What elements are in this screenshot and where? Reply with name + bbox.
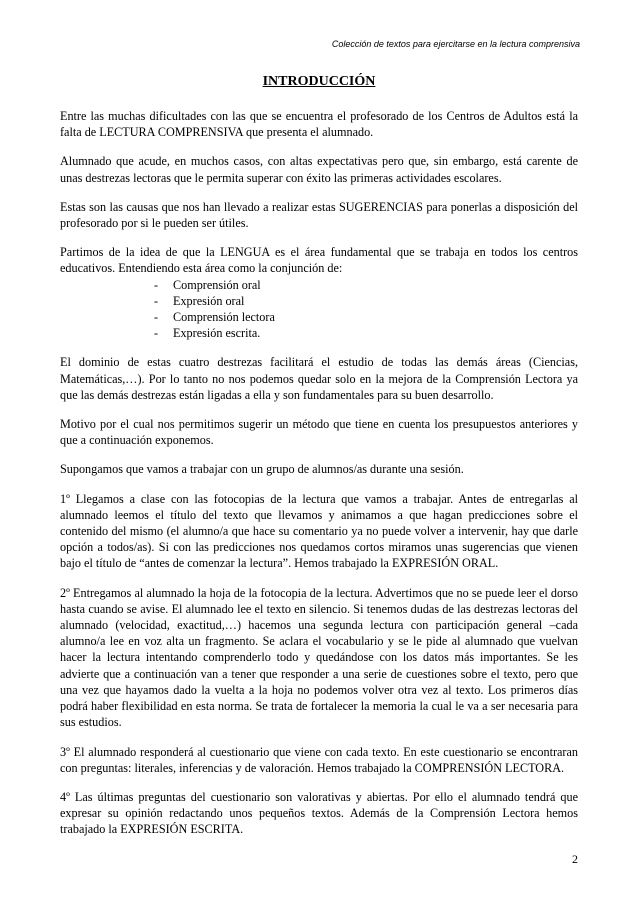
document-body — [60, 108, 578, 851]
page-number: 2 — [572, 852, 578, 866]
list-item-text: Expresión oral — [173, 293, 245, 308]
list-item-text: Expresión escrita. — [173, 326, 261, 341]
list-item — [60, 293, 578, 309]
list-item — [60, 309, 578, 325]
list-item-text: Comprensión lectora — [173, 310, 275, 325]
paragraph-3: Estas son las causas que nos han llevado a realizar estas SUGERENCIAS para ponerlas a disposición del profesorado por si le pueden ser útiles. — [60, 199, 578, 231]
paragraph-11: 4º Las últimas preguntas del cuestionario son valorativas y abiertas. Por ello el alumnado tendrá que expresar su opinión redactando unos pequeños textos. Además de la Comprensión Lectora hemos trabajado la EXPRESIÓN ESCRITA. — [60, 789, 578, 837]
running-header: Colección de textos para ejercitarse en la lectura comprensiva — [331, 39, 580, 49]
paragraph-2: Alumnado que acude, en muchos casos, con altas expectativas pero que, sin embargo, está carente de unas destrezas lectoras que le permita superar con éxito las primeras actividades escolares. — [60, 154, 578, 185]
list-item — [60, 325, 578, 341]
list-bullet: - — [154, 293, 159, 308]
paragraph-1: Entre las muchas dificultades con las que se encuentra el profesorado de los Centros de Adultos está la falta de LECTURA COMPRENSIVA que presenta el alumnado. — [60, 109, 578, 140]
list-bullet: - — [154, 310, 159, 325]
list-bullet: - — [154, 326, 159, 341]
paragraph-6: Motivo por el cual nos permitimos sugerir un método que tiene en cuenta los presupuestos anteriores y que a continuación exponemos. — [60, 417, 578, 448]
paragraph-8: 1º Llegamos a clase con las fotocopias de la lectura que vamos a trabajar. Antes de entregarlas al alumnado leemos el título del texto que llevamos y animamos a que hagan predicciones sobre el contenido del mismo (el alumno/a que hace su comentario ya no puede volver a intervenir, hay que darle opción a todos/as). Si con las predicciones nos quedamos cortos miramos unas sugerencias que vienen bajo el título de “antes de comenzar la lectura”. Hemos trabajado la EXPRESIÓN ORAL. — [60, 491, 578, 571]
list-item-text: Comprensión oral — [173, 277, 261, 292]
paragraph-5: El dominio de estas cuatro destrezas facilitará el estudio de todas las demás áreas (Ciencias, Matemáticas,…). Por lo tanto no nos podemos quedar solo en la mejora de la Comprensión Lectora ya que las demás destrezas están ligadas a ella y son fundamentales para su buen desarrollo. — [60, 355, 578, 402]
list-bullet: - — [154, 277, 159, 292]
page-title: INTRODUCCIÓN — [262, 74, 376, 89]
skills-list — [60, 277, 578, 342]
paragraph-7: Supongamos que vamos a trabajar con un grupo de alumnos/as durante una sesión. — [60, 462, 464, 477]
paragraph-10: 3º El alumnado responderá al cuestionario que viene con cada texto. En este cuestionario se encontraran con preguntas: literales, inferencias y de valoración. Hemos trabajado la COMPRENSIÓN LECTORA. — [60, 744, 578, 775]
paragraph-4: Partimos de la idea de que la LENGUA es el área fundamental que se trabaja en todos los centros educativos. Entendiendo esta área como la conjunción de: — [60, 245, 578, 276]
list-item — [60, 277, 578, 293]
paragraph-9: 2º Entregamos al alumnado la hoja de la fotocopia de la lectura. Advertimos que no se puede leer el dorso hasta cuando se avise. El alumnado lee el texto en silencio. Si tenemos dudas de las destrezas lectoras del alumnado (velocidad, exactitud,…) hacemos una segunda lectura con participación general –cada alumno/a lee en voz alta un fragmento. Se aclara el vocabulario y se le pide al alumnado que vuelvan hacer la lectura intentando comprenderlo todo y quedándose con los datos más importantes. Se les advierte que a continuación van a tener que responder a una serie de cuestiones sobre el texto, pero que una vez que hayamos dado la vuelta a la hoja no podemos volver otra vez al texto. Los primeros días podrá haber flexibilidad en esta norma. Se trata de fortalecer la memoria la cual le va a ser necesaria para sus estudios. — [60, 585, 578, 730]
